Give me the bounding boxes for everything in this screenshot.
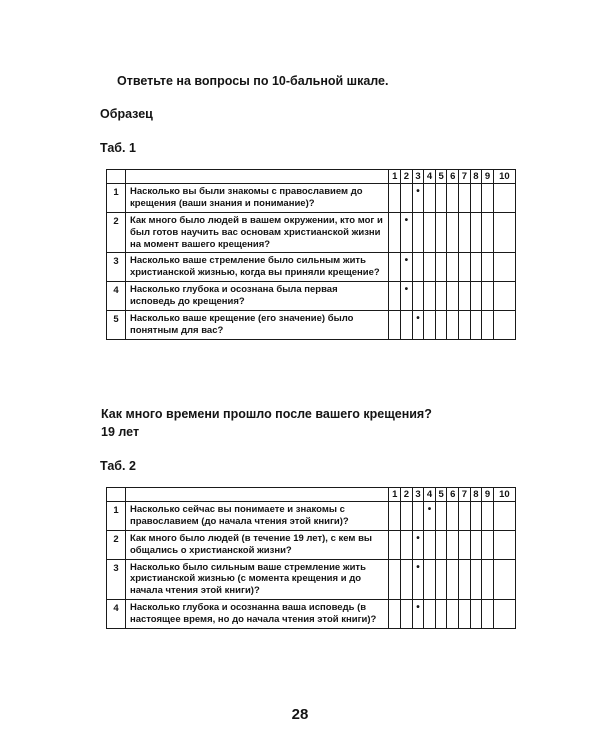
score-cell-3[interactable] [412,310,424,339]
score-cell-4[interactable] [424,530,436,559]
question-cell: Насколько глубока и осознана была первая исповедь до крещения? [125,282,389,311]
scale-header-9: 9 [482,170,494,184]
score-cell-10[interactable] [493,253,515,282]
score-mark: • [427,504,432,515]
score-cell-4[interactable] [424,184,436,213]
score-cell-1[interactable] [389,600,401,629]
score-cell-8[interactable] [470,253,482,282]
score-cell-7[interactable] [459,253,471,282]
page-number: 28 [291,706,309,723]
score-cell-5[interactable] [435,212,447,253]
score-cell-1[interactable] [389,502,401,531]
answer-text: 19 лет [101,425,140,439]
score-mark: • [404,284,409,296]
score-cell-2[interactable] [401,559,413,600]
score-cell-2[interactable] [401,502,413,531]
sample-label: Образец [100,107,153,121]
score-cell-7[interactable] [459,559,471,600]
score-cell-1[interactable] [389,184,401,213]
score-cell-5[interactable] [435,530,447,559]
score-cell-7[interactable] [459,530,471,559]
score-cell-8[interactable] [470,600,482,629]
scale-header-4: 4 [424,488,436,502]
score-cell-1[interactable] [389,253,401,282]
score-mark: • [404,214,409,226]
scale-header-7: 7 [459,170,471,184]
scale-header-10: 10 [493,170,515,184]
table-row [107,282,516,311]
score-mark: • [416,186,420,197]
scale-header-9: 9 [482,488,494,502]
score-cell-4[interactable] [424,310,436,339]
score-cell-9[interactable] [482,184,494,213]
score-cell-8[interactable] [470,310,482,339]
score-cell-6[interactable] [447,502,459,531]
score-cell-3[interactable] [412,559,424,600]
score-cell-9[interactable] [482,253,494,282]
score-cell-10[interactable] [493,559,515,600]
score-mark: • [416,532,420,544]
question-cell: Насколько сейчас вы понимаете и знакомы с православием (до начала чтения этой книги)? [125,502,389,531]
row-number: 2 [107,530,126,559]
score-cell-3[interactable] [412,502,424,531]
score-cell-5[interactable] [435,559,447,600]
scale-header-5: 5 [435,488,447,502]
scale-header-5: 5 [435,170,447,184]
score-cell-1[interactable] [389,282,401,311]
scale-header-4: 4 [424,170,436,184]
score-cell-5[interactable] [435,600,447,629]
table-row [107,310,516,339]
score-cell-6[interactable] [447,559,459,600]
rating-table-2 [106,487,516,629]
table1-label: Таб. 1 [100,141,136,155]
row-number: 1 [107,184,126,213]
score-cell-3[interactable] [412,184,424,213]
question-cell: Насколько ваше стремление было сильным жить христианской жизнью, когда вы приняли крещение? [125,253,389,282]
scale-header-1: 1 [389,170,401,184]
score-cell-4[interactable] [424,600,436,629]
score-cell-7[interactable] [459,282,471,311]
score-cell-6[interactable] [447,282,459,311]
header-blank-cell [125,170,389,184]
scale-header-6: 6 [447,170,459,184]
score-cell-8[interactable] [470,212,482,253]
table-header-row [107,170,516,184]
score-cell-1[interactable] [389,559,401,600]
score-cell-4[interactable] [424,502,436,531]
scale-header-3: 3 [412,488,424,502]
question-cell: Насколько было сильным ваше стремление жить христианской жизнью (с момента крещения и до начала чтения этой книги)? [125,559,389,600]
score-cell-4[interactable] [424,253,436,282]
score-cell-3[interactable] [412,530,424,559]
score-mark: • [404,255,409,267]
scale-header-2: 2 [401,488,413,502]
question-cell: Как много было людей (в течение 19 лет), с кем вы общались о христианской жизни? [125,530,389,559]
rating-table-1 [106,169,516,340]
score-cell-9[interactable] [482,559,494,600]
score-cell-10[interactable] [493,282,515,311]
score-cell-9[interactable] [482,502,494,531]
score-cell-3[interactable] [412,212,424,253]
score-cell-8[interactable] [470,282,482,311]
score-cell-9[interactable] [482,600,494,629]
table-row [107,502,516,531]
scale-header-8: 8 [470,488,482,502]
scale-header-6: 6 [447,488,459,502]
score-cell-9[interactable] [482,212,494,253]
score-cell-6[interactable] [447,253,459,282]
question-cell: Насколько ваше крещение (его значение) было понятным для вас? [125,310,389,339]
table-header-row [107,488,516,502]
score-cell-8[interactable] [470,530,482,559]
header-blank-cell [107,170,126,184]
score-mark: • [416,312,420,324]
header-blank-cell [125,488,389,502]
score-cell-5[interactable] [435,502,447,531]
score-cell-4[interactable] [424,282,436,311]
question-cell: Насколько вы были знакомы с православием до крещения (ваши знания и понимание)? [125,184,389,213]
score-cell-9[interactable] [482,530,494,559]
table-row [107,530,516,559]
score-cell-10[interactable] [493,502,515,531]
score-cell-5[interactable] [435,310,447,339]
score-cell-2[interactable] [401,184,413,213]
score-cell-2[interactable] [401,282,413,311]
score-cell-6[interactable] [447,310,459,339]
score-cell-2[interactable] [401,530,413,559]
score-cell-3[interactable] [412,282,424,311]
score-cell-9[interactable] [482,310,494,339]
score-cell-5[interactable] [435,184,447,213]
question-cell: Насколько глубока и осознанна ваша исповедь (в настоящее время, но до начала чтения этой книги)? [125,600,389,629]
score-cell-10[interactable] [493,212,515,253]
score-cell-6[interactable] [447,184,459,213]
table-row [107,212,516,253]
table-row [107,559,516,600]
score-cell-1[interactable] [389,212,401,253]
row-number: 3 [107,559,126,600]
score-cell-8[interactable] [470,559,482,600]
score-cell-2[interactable] [401,253,413,282]
score-cell-5[interactable] [435,253,447,282]
question-cell: Как много было людей в вашем окружении, кто мог и был готов научить вас основам христианской жизни на момент вашего крещения? [125,212,389,253]
row-number: 1 [107,502,126,531]
score-cell-7[interactable] [459,502,471,531]
score-cell-3[interactable] [412,600,424,629]
table-row [107,600,516,629]
scale-header-7: 7 [459,488,471,502]
table-row [107,253,516,282]
score-cell-1[interactable] [389,310,401,339]
score-cell-8[interactable] [470,502,482,531]
scale-header-8: 8 [470,170,482,184]
row-number: 4 [107,282,126,311]
score-cell-6[interactable] [447,530,459,559]
score-cell-7[interactable] [459,600,471,629]
score-cell-4[interactable] [424,559,436,600]
score-cell-3[interactable] [412,253,424,282]
scale-header-10: 10 [493,488,515,502]
score-cell-10[interactable] [493,600,515,629]
score-cell-2[interactable] [401,212,413,253]
header-blank-cell [107,488,126,502]
scale-header-1: 1 [389,488,401,502]
row-number: 2 [107,212,126,253]
score-cell-1[interactable] [389,530,401,559]
score-mark: • [416,602,420,614]
score-cell-4[interactable] [424,212,436,253]
score-cell-10[interactable] [493,310,515,339]
question-text: Как много времени прошло после вашего крещения? [101,407,432,421]
score-cell-8[interactable] [470,184,482,213]
row-number: 4 [107,600,126,629]
score-cell-7[interactable] [459,184,471,213]
score-cell-10[interactable] [493,530,515,559]
score-cell-7[interactable] [459,310,471,339]
score-cell-6[interactable] [447,212,459,253]
score-cell-7[interactable] [459,212,471,253]
row-number: 5 [107,310,126,339]
scale-header-2: 2 [401,170,413,184]
score-cell-2[interactable] [401,310,413,339]
score-cell-9[interactable] [482,282,494,311]
row-number: 3 [107,253,126,282]
score-cell-6[interactable] [447,600,459,629]
score-cell-2[interactable] [401,600,413,629]
instruction-text: Ответьте на вопросы по 10-бальной шкале. [117,74,389,88]
table-row [107,184,516,213]
score-cell-10[interactable] [493,184,515,213]
score-cell-5[interactable] [435,282,447,311]
score-mark: • [416,561,420,573]
scale-header-3: 3 [412,170,424,184]
table2-label: Таб. 2 [100,459,136,473]
